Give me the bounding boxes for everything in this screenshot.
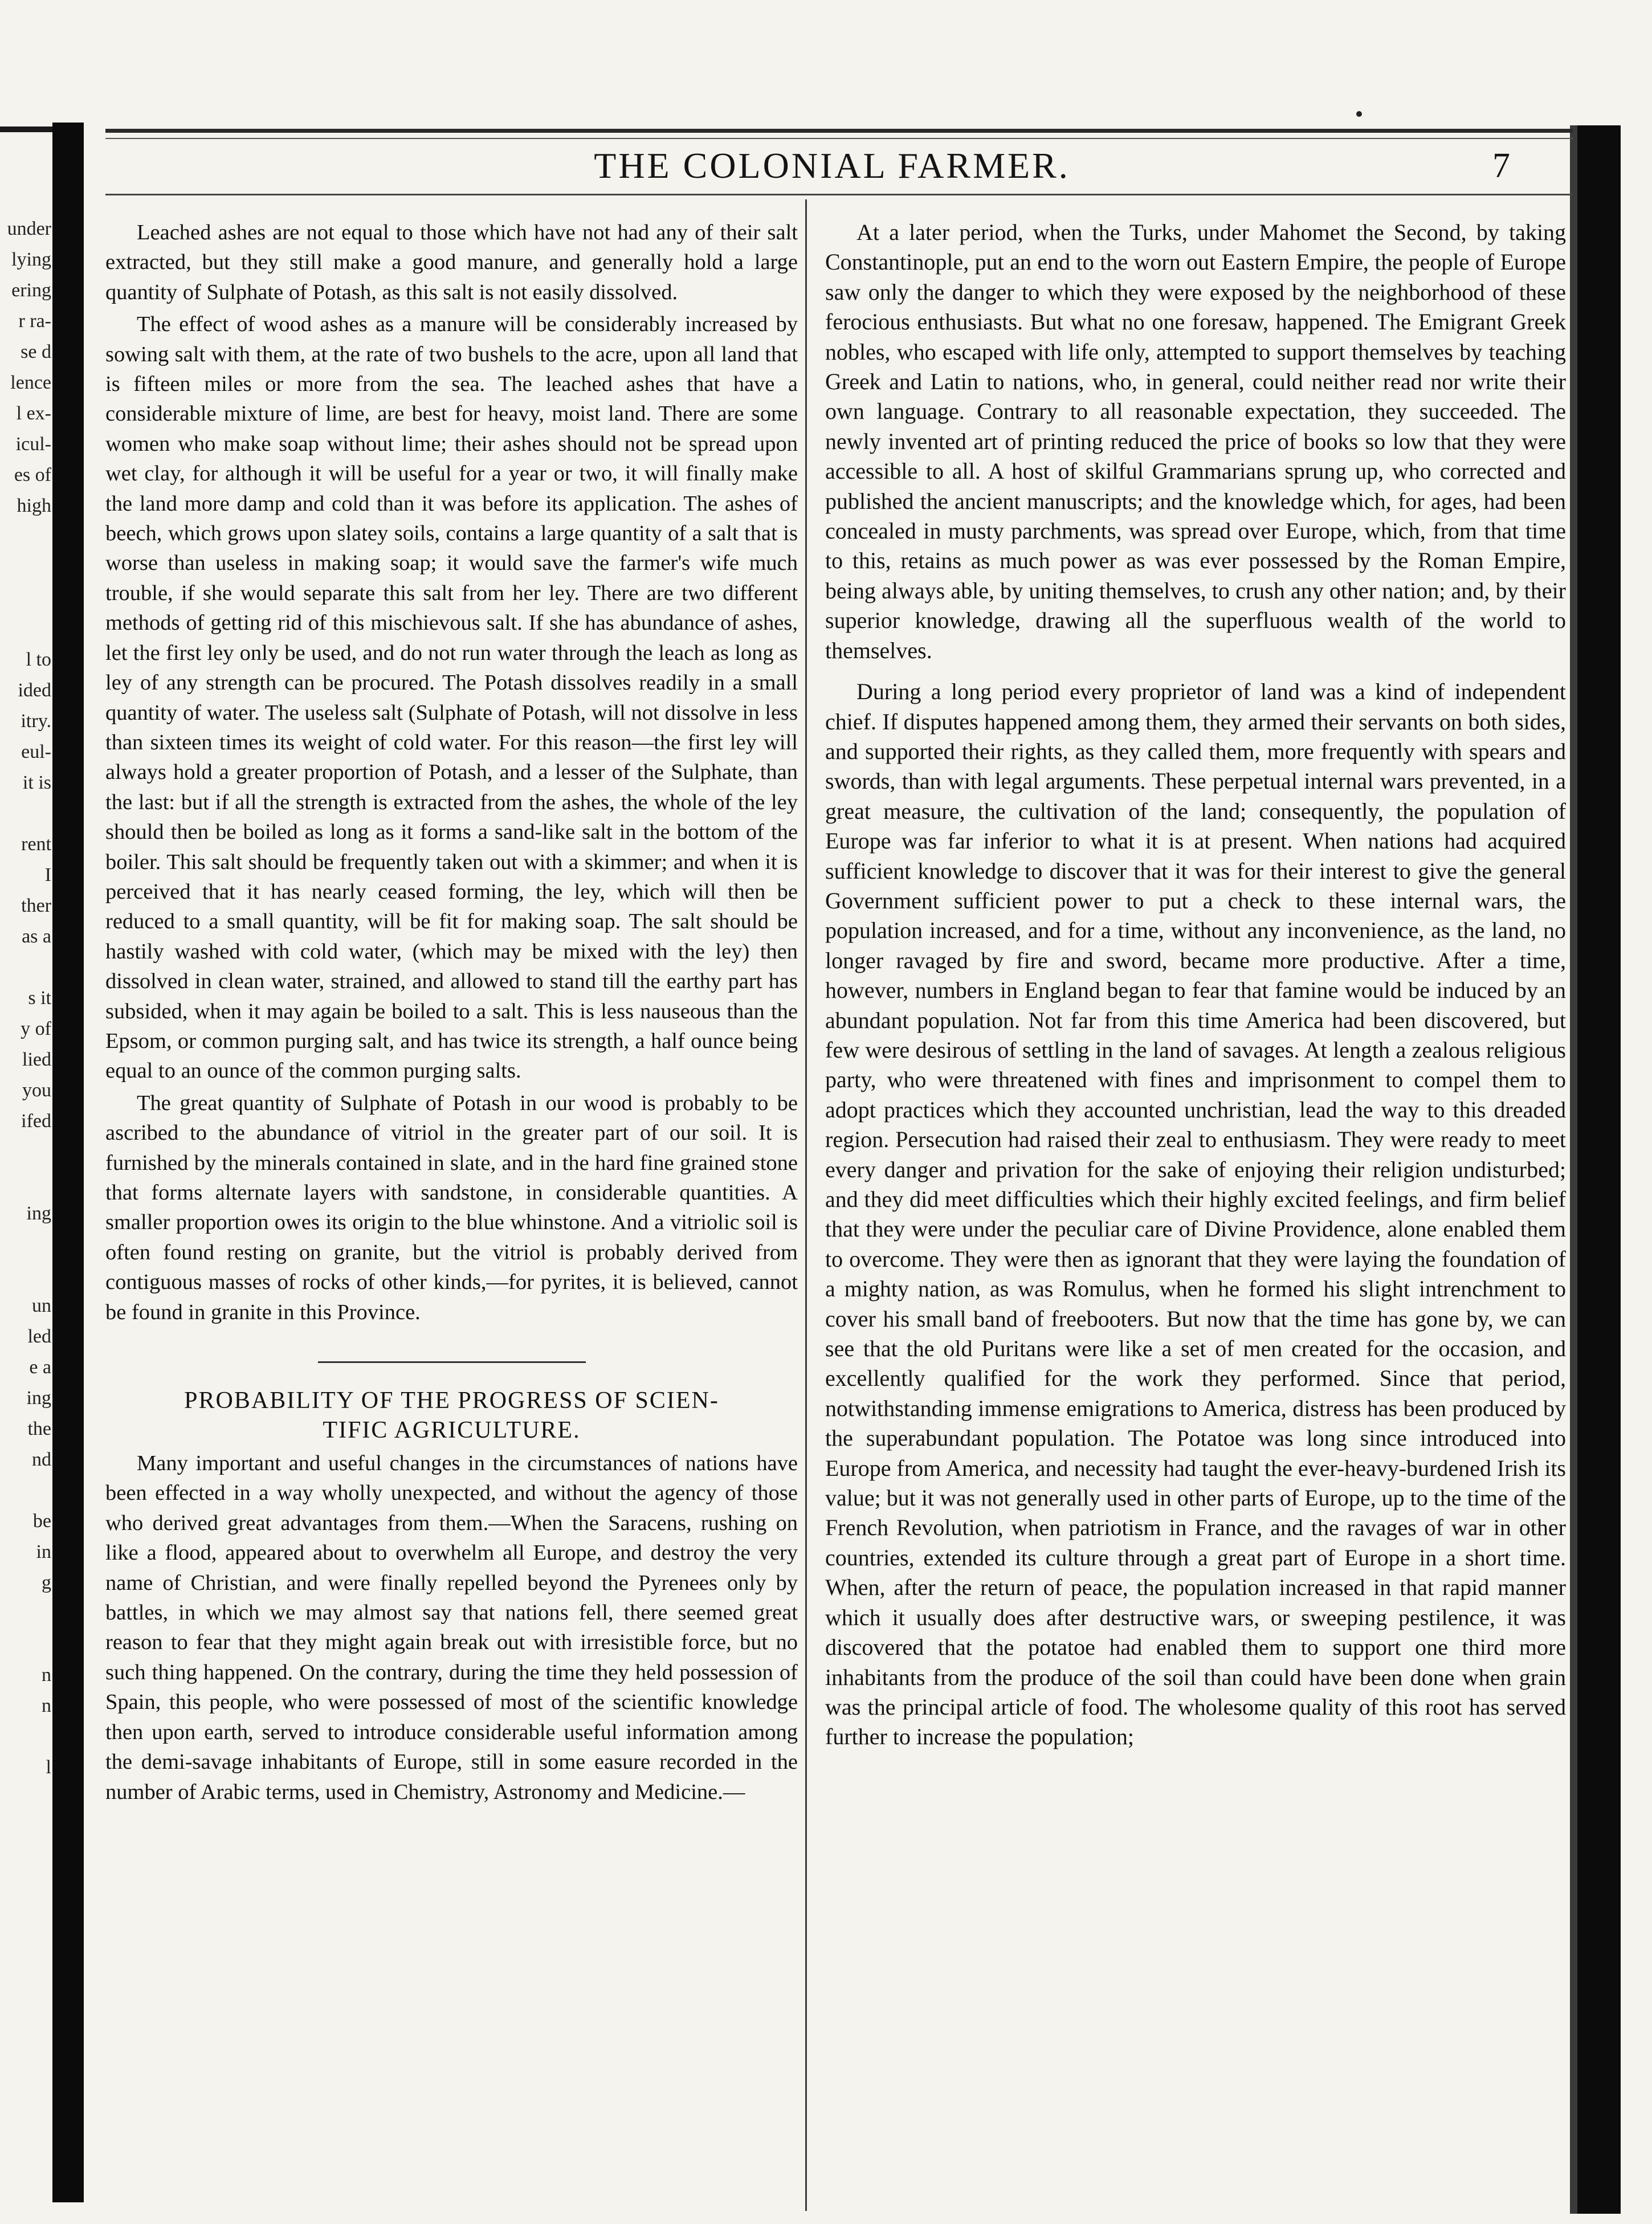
margin-fragment: g [42, 1572, 51, 1593]
margin-fragment [0, 1260, 51, 1291]
margin-fragment: itry. [21, 711, 51, 732]
margin-fragment [0, 1168, 51, 1198]
margin-fragment [0, 1598, 51, 1629]
margin-fragment: ering [11, 280, 51, 301]
margin-fragment: led [27, 1326, 51, 1347]
article-heading-line-1: PROBABILITY OF THE PROGRESS OF SCIEN- [184, 1388, 719, 1414]
margin-fragment [0, 521, 51, 552]
margin-fragment: ing [26, 1203, 51, 1224]
right-page-edge [1577, 125, 1621, 2214]
column-divider [805, 199, 807, 2211]
margin-fragment [0, 1475, 51, 1506]
margin-fragment: y of [21, 1018, 51, 1039]
margin-fragment [0, 952, 51, 983]
right-column [825, 218, 1566, 1752]
article-paragraph: During a long period every proprietor of land was a kind of independent chief. If disputes happened among them, they armed their servants on both sides, and supported their rights, as they called them, more frequently with spears and swords, than with legal arguments. These perpetual internal wars prevented, in a great measure, the cultivation of the land; consequently, the population of Europe was far inferior to what it is at present. When nations had acquired sufficient knowledge to discover that it was for their interest to give the general Government sufficient power to put a check to these internal wars, the population increased, and for a time, without any inconvenience, as the land, no longer ravaged by fire and sword, became more productive. After a time, however, numbers in England began to fear that famine would be induced by an abundant population. Not far from this time America had been discovered, but few were desirous of settling in the land of savages. At length a zealous religious party, who were threatened with fines and imprisonment to compel them to adopt practices which they accounted unchristian, lead the way to this dreaded region. Persecution had raised their zeal to enthusiasm. They were ready to meet every danger and privation for the sake of enjoying their religion undisturbed; and they did meet difficulties which their highly excited feelings, and firm belief that they were under the peculiar care of Divine Providence, alone enabled them to overcome. They were then as ignorant that they were laying the foundation of a mighty nation, as was Romulus, when he formed his slight intrenchment to cover his small band of freebooters. But now that the time has gone by, we can see that the old Puritans were like a set of men created for the occasion, and excellently qualified for the work they performed. Since that period, notwithstanding immense emigrations to America, distress has been produced by the superabundant population. The Potatoe was long since introduced into Europe from America, and necessity had taught the ever-heavy-burdened Irish its value; but it was not generally used in other parts of Europe, up to the time of the French Revolution, when patriotism in France, and the ravages of war in other countries, extended its culture through a great part of Europe in a short time. When, after the return of peace, the population increased in that rapid manner which it usually does after destructive wars, or sweeping pestilence, it was discovered that the potatoe had enabled them to support one third more inhabitants from the produce of the soil than could have been done when grain was the principal article of food. The wholesome quality of this root has served further to increase the population; [825, 679, 1566, 1750]
margin-fragment: ided [18, 680, 51, 701]
margin-fragment: es of [14, 464, 51, 485]
article-paragraph: At a later period, when the Turks, under Mahomet the Second, by taking Constantinople, put an end to the worn out Eastern Empire, the people of Europe saw only the danger to which they were exposed by the neighborhood of these ferocious enthusiasts. But what no one foresaw, happened. The Emigrant Greek nobles, who escaped with life only, attempted to support themselves by teaching Greek and Latin to nations, who, in general, could neither read nor write their own language. Contrary to all reasonable expectation, they succeeded. The newly invented art of printing reduced the price of books so low that they were accessible to all. A host of skilful Grammarians sprung up, who corrected and published the ancient manuscripts; and the knowledge which, for ages, had been concealed in musty parchments, was spread over Europe, which, from that time to this, retains as much power as was ever possessed by the Roman Empire, being always able, by uniting themselves, to crush any other nation; and, by their superior knowledge, drawing all the superfluous wealth of the world to themselves. [825, 219, 1566, 663]
margin-fragment: icul- [15, 434, 51, 455]
header-rule-bottom [105, 194, 1573, 195]
page-number: 7 [1492, 146, 1510, 185]
margin-fragment: s it [28, 987, 51, 1009]
right-edge-shadow [1570, 125, 1578, 2214]
margin-fragment [0, 583, 51, 614]
margin-fragment [0, 614, 51, 644]
adjacent-page-fragments [0, 214, 51, 1783]
header-rule-thin [105, 138, 1573, 139]
margin-fragment: l to [26, 649, 51, 670]
margin-fragment: n [42, 1664, 51, 1686]
margin-fragment: r ra- [18, 311, 51, 332]
margin-fragment: lied [22, 1049, 51, 1070]
margin-fragment: in [36, 1541, 51, 1562]
margin-fragment: un [32, 1295, 51, 1316]
margin-fragment: as a [22, 926, 51, 947]
margin-fragment: you [22, 1080, 51, 1101]
margin-fragment: nd [32, 1449, 51, 1470]
header-rule-thick [105, 129, 1573, 133]
margin-fragment: I [44, 864, 51, 885]
margin-fragment: ther [21, 895, 51, 916]
margin-fragment: rent [21, 834, 51, 855]
margin-fragment: n [42, 1695, 51, 1716]
margin-fragment [0, 1629, 51, 1660]
margin-fragment [0, 1137, 51, 1168]
margin-fragment: se d [21, 341, 51, 362]
article-paragraph: The great quantity of Sulphate of Potash in our wood is probably to be ascribed to the abundance of vitriol in the greater part of our soil. It is furnished by the minerals contained in slate, and in the hard fine grained stone that forms alternate layers with sandstone, in considerable quantities. A smaller proportion owes its origin to the blue whinstone. And a vitriolic soil is often found resting on granite, but the vitriol is probably derived from contiguous masses of rocks of other kinds,—for pyrites, it is believed, cannot be found in granite in this Province. [105, 1091, 798, 1324]
margin-fragment: l ex- [16, 403, 51, 424]
margin-fragment: ing [26, 1388, 51, 1409]
margin-fragment [0, 1229, 51, 1260]
margin-fragment: it is [22, 772, 51, 793]
margin-fragment: the [27, 1418, 51, 1439]
margin-fragment: lying [11, 249, 51, 270]
margin-fragment: eul- [21, 741, 51, 762]
left-column [105, 218, 798, 1807]
margin-fragment: under [7, 218, 51, 239]
margin-fragment: ifed [21, 1111, 51, 1132]
article-paragraph: The effect of wood ashes as a manure will be considerably increased by sowing salt with them, at the rate of two bushels to the acre, upon all land that is fifteen miles or more from the sea. The leached ashes that have a considerable mixture of lime, are best for heavy, moist land. There are some women who make soap without lime; their ashes should not be spread upon wet clay, for although it will be useful for a year or two, it will finally make the land more damp and cold than it was before its application. The ashes of beech, which grows upon slatey soils, contains a large quantity of a salt that is worse than useless in making soap; it would save the farmer's wife much trouble, if she would separate this salt from her ley. There are two different methods of getting rid of this mischievous salt. If she has abundance of ashes, let the first ley only be used, and do not run water through the leach as long as ley of any strength can be procured. The Potash dissolves readily in a small quantity of water. The useless salt (Sulphate of Potash, will not dissolve in less than sixteen times its weight of cold water. For this reason—the first ley will always hold a greater proportion of Potash, and a lesser of the Sulphate, than the last: but if all the strength is extracted from the ashes, the whole of the ley should then be boiled as long as it forms a sand-like salt in the bottom of the boiler. This salt should be frequently taken out with a skimmer; and when it is perceived that it has nearly ceased forming, the ley, which will then be reduced to a small quantity, will be fit for making soap. The salt should be hastily washed with cold water, (which may be mixed with the ley) then dissolved in clean water, strained, and allowed to stand till the earthy part has subsided, when it may again be boiled to a salt. This is less nauseous than the Epsom, or common purging salt, and has twice its strength, a half ounce being equal to an ounce of the common purging salts. [105, 312, 798, 1083]
ink-speck [1356, 111, 1362, 117]
margin-fragment: l [46, 1757, 51, 1778]
margin-fragment [0, 798, 51, 829]
article-paragraph: Leached ashes are not equal to those which have not had any of their salt extracted, but they still make a good manure, and generally hold a large quantity of Sulphate of Potash, as this salt is not easily dissolved. [105, 221, 798, 304]
section-divider [318, 1361, 586, 1363]
margin-fragment [0, 1721, 51, 1752]
article-paragraph: Many important and useful changes in the circumstances of nations have been effected in a way wholly unexpected, and without the agency of those who derived great advantages from them.—When the Saracens, rushing on like a flood, appeared about to overwhelm all Europe, and destroy the very name of Christian, and were finally repelled beyond the Pyrenees only by battles, in which we may almost say that nations fell, there seemed great reason to fear that they might again break out with irresistible force, but no such thing happened. On the contrary, during the time they held possession of Spain, this people, who were possessed of most of the scientific knowledge then upon earth, served to introduce considerable useful information among the demi-savage inhabitants of Europe, still in some easure recorded in the number of Arabic terms, used in Chemistry, Astronomy and Medicine.— [105, 1451, 798, 1804]
binding-gutter-shadow [52, 123, 84, 2202]
margin-fragment [0, 552, 51, 583]
margin-fragment: lence [10, 372, 51, 393]
margin-fragment: high [17, 495, 51, 516]
margin-fragment: be [32, 1511, 51, 1532]
running-head-title: THE COLONIAL FARMER. [594, 145, 1070, 186]
article-heading [105, 1386, 798, 1445]
article-heading-line-2: TIFIC AGRICULTURE. [323, 1417, 581, 1444]
margin-fragment: e a [29, 1357, 51, 1378]
